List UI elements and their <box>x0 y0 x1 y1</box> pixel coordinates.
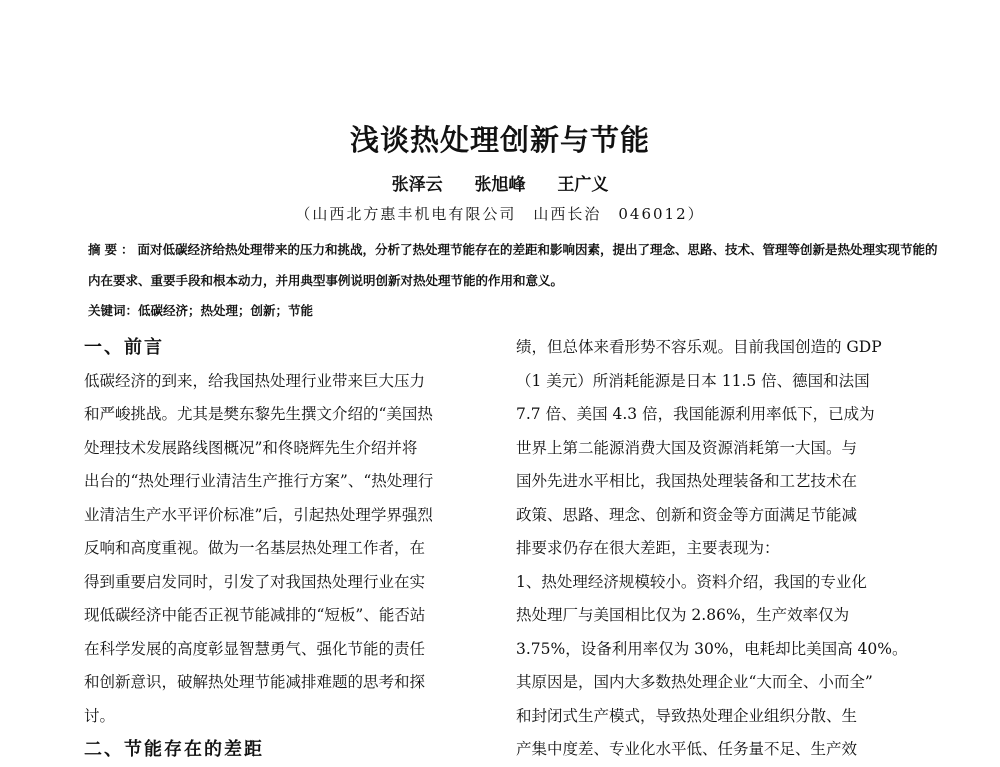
keywords <box>88 301 313 319</box>
paper-title: 浅谈热处理创新与节能 <box>349 123 650 157</box>
keywords-label: 关键词： <box>88 303 139 318</box>
text-line: 排要求仍存在很大差距，主要表现为： <box>516 539 780 557</box>
text-line: 处理技术发展路线图概况”和佟晓辉先生介绍并将 <box>84 438 418 457</box>
text-line: 1、热处理经济规模较小。资料介绍，我国的专业化 <box>516 572 867 591</box>
text-line: 世界上第二能源消费大国及资源消耗第一大国。与 <box>516 438 858 457</box>
text-line: 产集中度差、专业化水平低、任务量不足、生产效 <box>516 740 858 758</box>
text-line: 3.75%，设备利用率仅为 30%，电耗却比美国高 40%。 <box>516 639 908 658</box>
text-line: 和创新意识，破解热处理节能减排难题的思考和探 <box>84 673 426 691</box>
keywords-text: 低碳经济；热处理；创新；节能 <box>138 303 314 318</box>
left-column <box>84 331 494 767</box>
author-list <box>0 170 1000 195</box>
author-name: 张泽云 <box>391 175 443 195</box>
text-line: 讨。 <box>84 706 116 725</box>
abstract-label: 摘要： <box>88 242 138 257</box>
section-heading-gap: 二、节能存在的差距 <box>84 739 264 760</box>
text-line: 现低碳经济中能否正视节能减排的“短板”、能否站 <box>84 606 426 624</box>
affiliation: （山西北方惠丰机电有限公司 山西长治 046012） <box>295 205 705 223</box>
text-line: 在科学发展的高度彰显智慧勇气、强化节能的责任 <box>84 639 426 658</box>
text-line: 和严峻挑战。尤其是樊东黎先生撰文介绍的“美国热 <box>84 405 433 423</box>
right-column <box>516 331 936 767</box>
abstract-text: 面对低碳经济给热处理带来的压力和挑战，分析了热处理节能存在的差距和影响因素，提出了理念、思路、技术、管理等创新是热处理实现节能的内在要求、重要手段和根本动力，并用典型事例说明创新对热处理节能的作用和意义。 <box>88 242 938 288</box>
author-name: 张旭峰 <box>474 175 526 195</box>
text-line: 和封闭式生产模式，导致热处理企业组织分散、生 <box>516 706 858 725</box>
text-line: 得到重要启发同时，引发了对我国热处理行业在实 <box>84 572 426 591</box>
text-line: 业清洁生产水平评价标准”后，引起热处理学界强烈 <box>84 505 433 524</box>
text-line: 低碳经济的到来，给我国热处理行业带来巨大压力 <box>84 371 426 390</box>
text-line: 出台的“热处理行业清洁生产推行方案”、“热处理行 <box>84 472 434 490</box>
text-line: 国外先进水平相比，我国热处理装备和工艺技术在 <box>516 472 858 490</box>
text-line: （1 美元）所消耗能源是日本 11.5 倍、德国和法国 <box>516 371 870 390</box>
text-line: 热处理厂与美国相比仅为 2.86%，生产效率仅为 <box>516 606 850 624</box>
abstract <box>88 234 938 296</box>
section-heading-intro: 一、前言 <box>84 337 164 358</box>
text-line: 绩，但总体来看形势不容乐观。目前我国创造的 GDP <box>516 338 882 356</box>
text-line: 反响和高度重视。做为一名基层热处理工作者，在 <box>84 539 426 557</box>
author-name: 王广义 <box>557 175 609 195</box>
text-line: 政策、思路、理念、创新和资金等方面满足节能减 <box>516 505 858 524</box>
text-line: 其原因是，国内大多数热处理企业“大而全、小而全” <box>516 673 873 691</box>
text-line: 7.7 倍、美国 4.3 倍，我国能源利用率低下，已成为 <box>516 405 875 423</box>
